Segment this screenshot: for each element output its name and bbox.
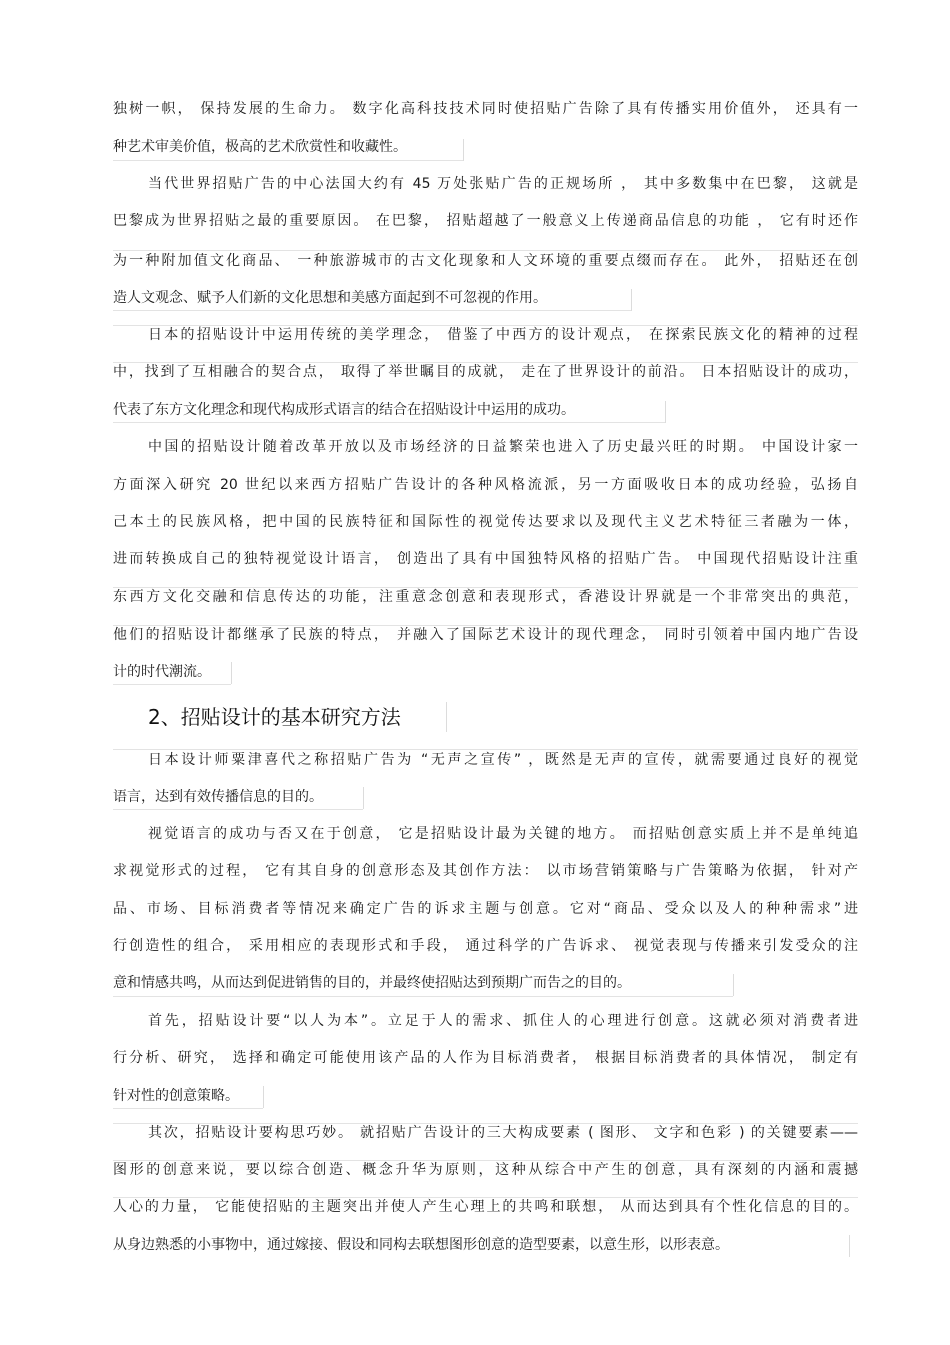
text-line: 图形的创意来说，要以综合创造、概念升华为原则，这种从综合中产生的创意，具有深刻的内涵和震撼 bbox=[113, 1162, 858, 1178]
divider bbox=[231, 662, 232, 684]
divider bbox=[113, 1123, 858, 1124]
divider bbox=[363, 787, 364, 809]
divider bbox=[113, 160, 463, 161]
divider bbox=[113, 362, 858, 363]
text-line: 从身边熟悉的小事物中，通过嫁接、假设和同构去联想图形创意的造型要素，以意生形，以形表意。 bbox=[113, 1237, 729, 1253]
text-line: 方面深入研究 20 世纪以来西方招贴广告设计的各种风格流派，另一方面吸收日本的成功经验，弘扬自 bbox=[113, 477, 858, 493]
divider bbox=[113, 1160, 858, 1161]
divider bbox=[113, 587, 858, 588]
text-line: 首先，招贴设计要“以人为本”。立足于人的需求、抓住人的心理进行创意。这就必须对消费者进 bbox=[148, 1013, 858, 1029]
text-line: 种艺术审美价值，极高的艺术欣赏性和收藏性。 bbox=[113, 139, 407, 155]
text-line: 独树一帜， 保持发展的生命力。 数字化高科技技术同时使招贴广告除了具有传播实用价值外， 还具有一 bbox=[113, 101, 858, 117]
divider bbox=[113, 996, 733, 997]
divider bbox=[263, 1086, 264, 1108]
divider bbox=[446, 702, 447, 732]
text-line: 当代世界招贴广告的中心法国大约有 45 万处张贴广告的正规场所 ， 其中多数集中在巴黎， 这就是 bbox=[148, 176, 858, 192]
text-line: 中，找到了互相融合的契合点， 取得了举世瞩目的成就， 走在了世界设计的前沿。 日本招贴设计的成功， bbox=[113, 364, 858, 380]
divider bbox=[113, 310, 631, 311]
text-line: 求视觉形式的过程， 它有其自身的创意形态及其创作方法： 以市场营销策略与广告策略为依据， 针对产 bbox=[113, 863, 858, 879]
text-line: 行分析、研究， 选择和确定可能使用该产品的人作为目标消费者， 根据目标消费者的具体情况， 制定有 bbox=[113, 1050, 858, 1066]
divider bbox=[665, 401, 666, 423]
divider bbox=[113, 422, 665, 423]
divider bbox=[463, 139, 464, 161]
section-heading: 2、招贴设计的基本研究方法 bbox=[148, 705, 401, 729]
divider bbox=[113, 684, 231, 685]
text-line: 东西方文化交融和信息传达的功能，注重意念创意和表现形式，香港设计界就是一个非常突出的典范， bbox=[113, 589, 858, 605]
text-line: 己本土的民族风格，把中国的民族特征和国际性的视觉传达要求以及现代主义艺术特征三者融为一体， bbox=[113, 514, 858, 530]
divider bbox=[113, 1197, 858, 1198]
text-line: 视觉语言的成功与否又在于创意， 它是招贴设计最为关键的地方。 而招贴创意实质上并不是单纯追 bbox=[148, 826, 858, 842]
text-line: 中国的招贴设计随着改革开放以及市场经济的日益繁荣也进入了历史最兴旺的时期。 中国设计家一 bbox=[148, 439, 858, 455]
divider bbox=[113, 749, 858, 750]
text-line: 为一种附加值文化商品、 一种旅游城市的古文化现象和人文环境的重要点缀而存在。 此外， 招贴还在创 bbox=[113, 253, 858, 269]
text-line: 计的时代潮流。 bbox=[113, 664, 211, 680]
divider bbox=[733, 974, 734, 996]
text-line: 进而转换成自己的独特视觉设计语言， 创造出了具有中国独特风格的招贴广告。 中国现代招贴设计注重 bbox=[113, 551, 858, 567]
text-line: 他们的招贴设计都继承了民族的特点， 并融入了国际艺术设计的现代理念， 同时引领着中国内地广告设 bbox=[113, 627, 858, 643]
divider bbox=[113, 1108, 263, 1109]
text-line: 巴黎成为世界招贴之最的重要原因。 在巴黎， 招贴超越了一般意义上传递商品信息的功能 ， 它有时还作 bbox=[113, 213, 858, 229]
text-line: 代表了东方文化理念和现代构成形式语言的结合在招贴设计中运用的成功。 bbox=[113, 402, 575, 418]
divider bbox=[113, 809, 363, 810]
text-line: 意和情感共鸣，从而达到促进销售的目的，并最终使招贴达到预期广而告之的目的。 bbox=[113, 975, 631, 991]
divider bbox=[113, 250, 858, 251]
divider bbox=[113, 325, 858, 326]
text-line: 日本的招贴设计中运用传统的美学理念， 借鉴了中西方的设计观点， 在探索民族文化的精神的过程 bbox=[148, 327, 858, 343]
text-line: 品、市场、目标消费者等情况来确定广告的诉求主题与创意。它对“商品、受众以及人的种种需求”进 bbox=[113, 901, 858, 917]
text-line: 日本设计师粟津喜代之称招贴广告为 “无声之宣传” ，既然是无声的宣传，就需要通过良好的视觉 bbox=[148, 752, 858, 768]
divider bbox=[849, 1235, 850, 1257]
text-line: 人心的力量， 它能使招贴的主题突出并使人产生心理上的共鸣和联想， 从而达到具有个性化信息的目的。 bbox=[113, 1199, 858, 1215]
divider bbox=[631, 289, 632, 311]
text-line: 造人文观念、赋予人们新的文化思想和美感方面起到不可忽视的作用。 bbox=[113, 290, 547, 306]
text-line: 行创造性的组合， 采用相应的表现形式和手段， 通过科学的广告诉求、 视觉表现与传播来引发受众的注 bbox=[113, 938, 858, 954]
text-line: 语言，达到有效传播信息的目的。 bbox=[113, 789, 323, 805]
divider bbox=[113, 625, 858, 626]
text-line: 其次，招贴设计要构思巧妙。 就招贴广告设计的三大构成要素 ( 图形、 文字和色彩 ) 的关键要素—— bbox=[148, 1125, 858, 1141]
text-line: 针对性的创意策略。 bbox=[113, 1088, 239, 1104]
